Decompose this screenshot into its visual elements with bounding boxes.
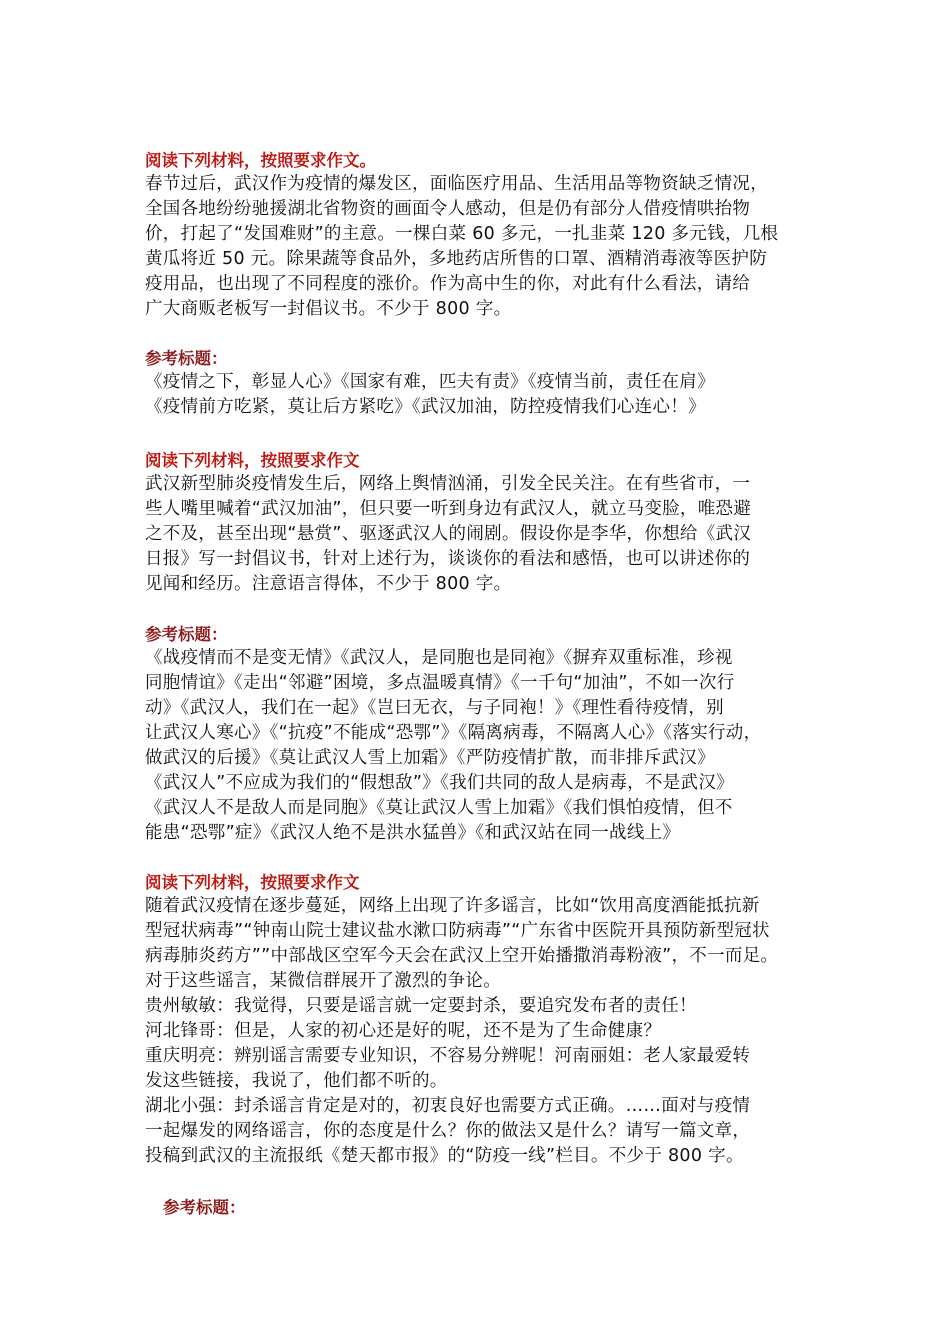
reference-titles-3	[163, 1197, 831, 1219]
title-line: 同胞情谊》《走出“邻避”困境，多点温暖真情》《一千句“加油”，不如一次行	[145, 673, 735, 693]
body-line: 贵州敏敏：我觉得，只要是谣言就一定要封杀，要追究发布者的责任！	[145, 996, 697, 1016]
body-line: 见闻和经历。注意语言得体，不少于 800 字。	[145, 574, 512, 594]
body-line: 发这些链接，我说了，他们都不听的。	[145, 1071, 448, 1091]
title-line: 能患“恐鄂”症》《武汉人绝不是洪水猛兽》《和武汉站在同一战线上》	[145, 823, 681, 843]
body-line: 一起爆发的网络谣言，你的态度是什么？你的做法又是什么？请写一篇文章，	[145, 1121, 751, 1141]
reference-titles-2	[145, 624, 813, 846]
title-line: 《武汉人”不应成为我们的“假想敌”》《我们共同的敌人是病毒，不是武汉》	[145, 773, 734, 793]
body-line: 日报》写一封倡议书，针对上述行为，谈谈你的看法和感悟，也可以讲述你的	[145, 549, 751, 569]
reference-titles-1	[145, 348, 813, 420]
title-line: 《战疫情而不是变无情》《武汉人，是同胞也是同袍》《摒弃双重标准，珍视	[145, 648, 733, 668]
title-line: 《疫情前方吃紧，莫让后方紧吃》《武汉加油，防控疫情我们心连心！》	[145, 397, 706, 417]
title-line: 让武汉人寒心》《“抗疫”不能成“恐鄂”》《隔离病毒，不隔离人心》《落实行动，	[145, 723, 762, 743]
body-line: 疫用品，也出现了不同程度的涨价。作为高中生的你，对此有什么看法，请给	[145, 274, 751, 294]
title-line: 《疫情之下，彰显人心》《国家有难，匹夫有责》《疫情当前，责任在肩》	[145, 372, 715, 392]
body-line: 之不及，甚至出现“悬赏”、驱逐武汉人的闹剧。假设你是李华，你想给《武汉	[145, 524, 752, 544]
section-heading: 阅读下列材料，按照要求作文。	[145, 151, 376, 170]
body-line: 随着武汉疫情在逐步蔓延，网络上出现了许多谣言，比如“饮用高度酒能抵抗新	[145, 896, 760, 916]
body-line: 黄瓜将近 50 元。除果蔬等食品外，多地药店所售的口罩、酒精消毒液等医护防	[145, 249, 767, 269]
body-line: 型冠状病毒”“钟南山院士建议盐水漱口防病毒”“广东省中医院开具预防新型冠状	[145, 921, 770, 941]
body-line: 广大商贩老板写一封倡议书。不少于 800 字。	[145, 299, 512, 319]
reference-heading: 参考标题：	[145, 349, 228, 368]
reference-heading: 参考标题：	[163, 1198, 246, 1217]
prompt-section-1	[145, 150, 813, 322]
title-line: 动》《武汉人，我们在一起》《岂曰无衣，与子同袍！》《理性看待疫情，别	[145, 698, 724, 718]
body-line: 春节过后，武汉作为疫情的爆发区，面临医疗用品、生活用品等物资缺乏情况，	[145, 174, 768, 194]
prompt-section-2	[145, 450, 813, 597]
body-line: 湖北小强：封杀谣言肯定是对的，初衷良好也需要方式正确。……面对与疫情	[145, 1096, 751, 1116]
body-line: 河北锋哥：但是，人家的初心还是好的呢，还不是为了生命健康？	[145, 1021, 662, 1041]
body-line: 投稿到武汉的主流报纸《楚天都市报》的“防疫一线”栏目。不少于 800 字。	[145, 1146, 744, 1166]
body-line: 对于这些谣言，某微信群展开了激烈的争论。	[145, 971, 501, 991]
section-heading: 阅读下列材料，按照要求作文	[145, 451, 360, 470]
title-line: 《武汉人不是敌人而是同胞》《莫让武汉人雪上加霜》《我们惧怕疫情，但不	[145, 798, 733, 818]
body-line: 病毒肺炎药方””中部战区空军今天会在武汉上空开始播撒消毒粉液”，不一而足。	[145, 946, 779, 966]
body-line: 重庆明亮：辨别谣言需要专业知识，不容易分辨呢！河南丽姐：老人家最爱转	[145, 1046, 751, 1066]
body-line: 全国各地纷纷驰援湖北省物资的画面令人感动，但是仍有部分人借疫情哄抬物	[145, 199, 751, 219]
title-line: 做武汉的后援》《莫让武汉人雪上加霜》《严防疫情扩散，而非排斥武汉》	[145, 748, 715, 768]
section-heading: 阅读下列材料，按照要求作文	[145, 873, 360, 892]
body-line: 些人嘴里喊着“武汉加油”，但只要一听到身边有武汉人，就立马变脸，唯恐避	[145, 499, 752, 519]
reference-heading: 参考标题：	[145, 625, 228, 644]
body-line: 武汉新型肺炎疫情发生后，网络上舆情汹涌，引发全民关注。在有些省市，一	[145, 474, 751, 494]
prompt-section-3	[145, 872, 813, 1169]
body-line: 价，打起了“发国难财”的主意。一棵白菜 60 多元，一扎韭菜 120 多元钱，几根	[145, 224, 779, 244]
